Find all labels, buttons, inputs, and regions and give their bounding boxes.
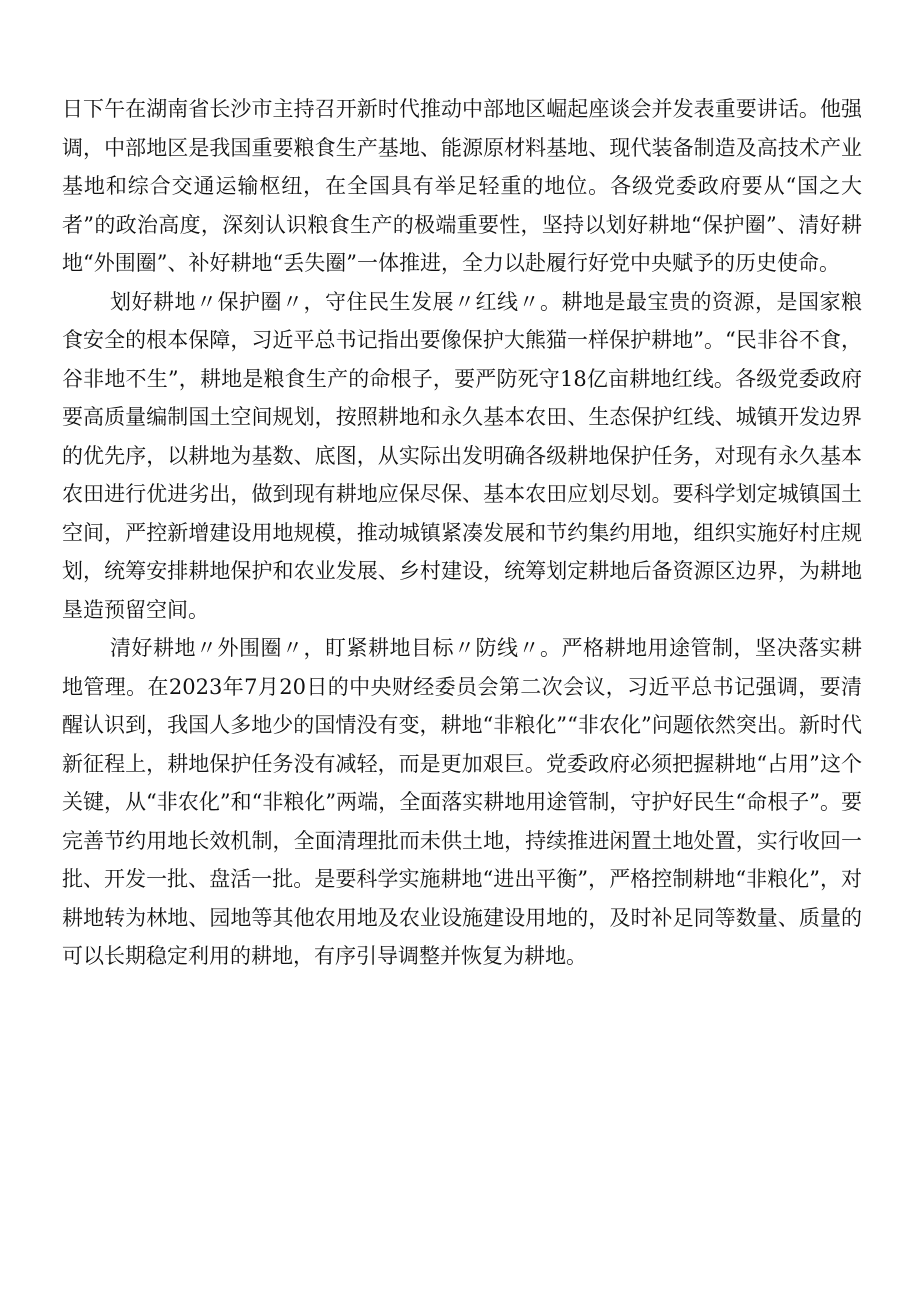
section-paragraph-outer-circle xyxy=(62,629,862,976)
section-heading-protection-circle: 划好耕地〃保护圈〃，守住民生发展〃红线〃。 xyxy=(110,289,562,314)
document-page xyxy=(62,90,862,976)
section-paragraph-protection-circle xyxy=(62,283,862,630)
section-heading-outer-circle: 清好耕地〃外围圈〃，盯紧耕地目标〃防线〃。 xyxy=(110,636,562,660)
intro-paragraph: 日下午在湖南省长沙市主持召开新时代推动中部地区崛起座谈会并发表重要讲话。他强调，中部地区是我国重要粮食生产基地、能源原材料基地、现代装备制造及高技术产业基地和综合交通运输枢纽，在全国具有举足轻重的地位。各级党委政府要从“国之大者”的政治高度，深刻认识粮食生产的极端重要性，坚持以划好耕地“保护圈”、清好耕地“外围圈”、补好耕地“丢失圈”一体推进，全力以赴履行好党中央赋予的历史使命。 xyxy=(62,97,862,275)
section-body-protection-circle: 耕地是最宝贵的资源，是国家粮食安全的根本保障，习近平总书记指出要像保护大熊猫一样保护耕地”。“民非谷不食，谷非地不生”，耕地是粮食生产的命根子，要严防死守18亿亩耕地红线。各级党委政府要高质量编制国土空间规划，按照耕地和永久基本农田、生态保护红线、城镇开发边界的优先序，以耕地为基数、底图，从实际出发明确各级耕地保护任务，对现有永久基本农田进行优进劣出，做到现有耕地应保尽保、基本农田应划尽划。要科学划定城镇国土空间，严控新增建设用地规模，推动城镇紧凑发展和节约集约用地，组织实施好村庄规划，统筹安排耕地保护和农业发展、乡村建设，统筹划定耕地后备资源区边界，为耕地垦造预留空间。 xyxy=(62,289,862,622)
section-body-outer-circle: 严格耕地用途管制，坚决落实耕地管理。在2023年7月20日的中央财经委员会第二次会议，习近平总书记强调，要清醒认识到，我国人多地少的国情没有变，耕地“非粮化”“非农化”问题依然突出。新时代新征程上，耕地保护任务没有减轻，而是更加艰巨。党委政府必须把握耕地“占用”这个关键，从“非农化”和“非粮化”两端，全面落实耕地用途管制，守护好民生“命根子”。要完善节约用地长效机制，全面清理批而未供土地，持续推进闲置土地处置，实行收回一批、开发一批、盘活一批。是要科学实施耕地“进出平衡”，严格控制耕地“非粮化”，对耕地转为林地、园地等其他农用地及农业设施建设用地的，及时补足同等数量、质量的可以长期稳定利用的耕地，有序引导调整并恢复为耕地。 xyxy=(62,636,862,968)
